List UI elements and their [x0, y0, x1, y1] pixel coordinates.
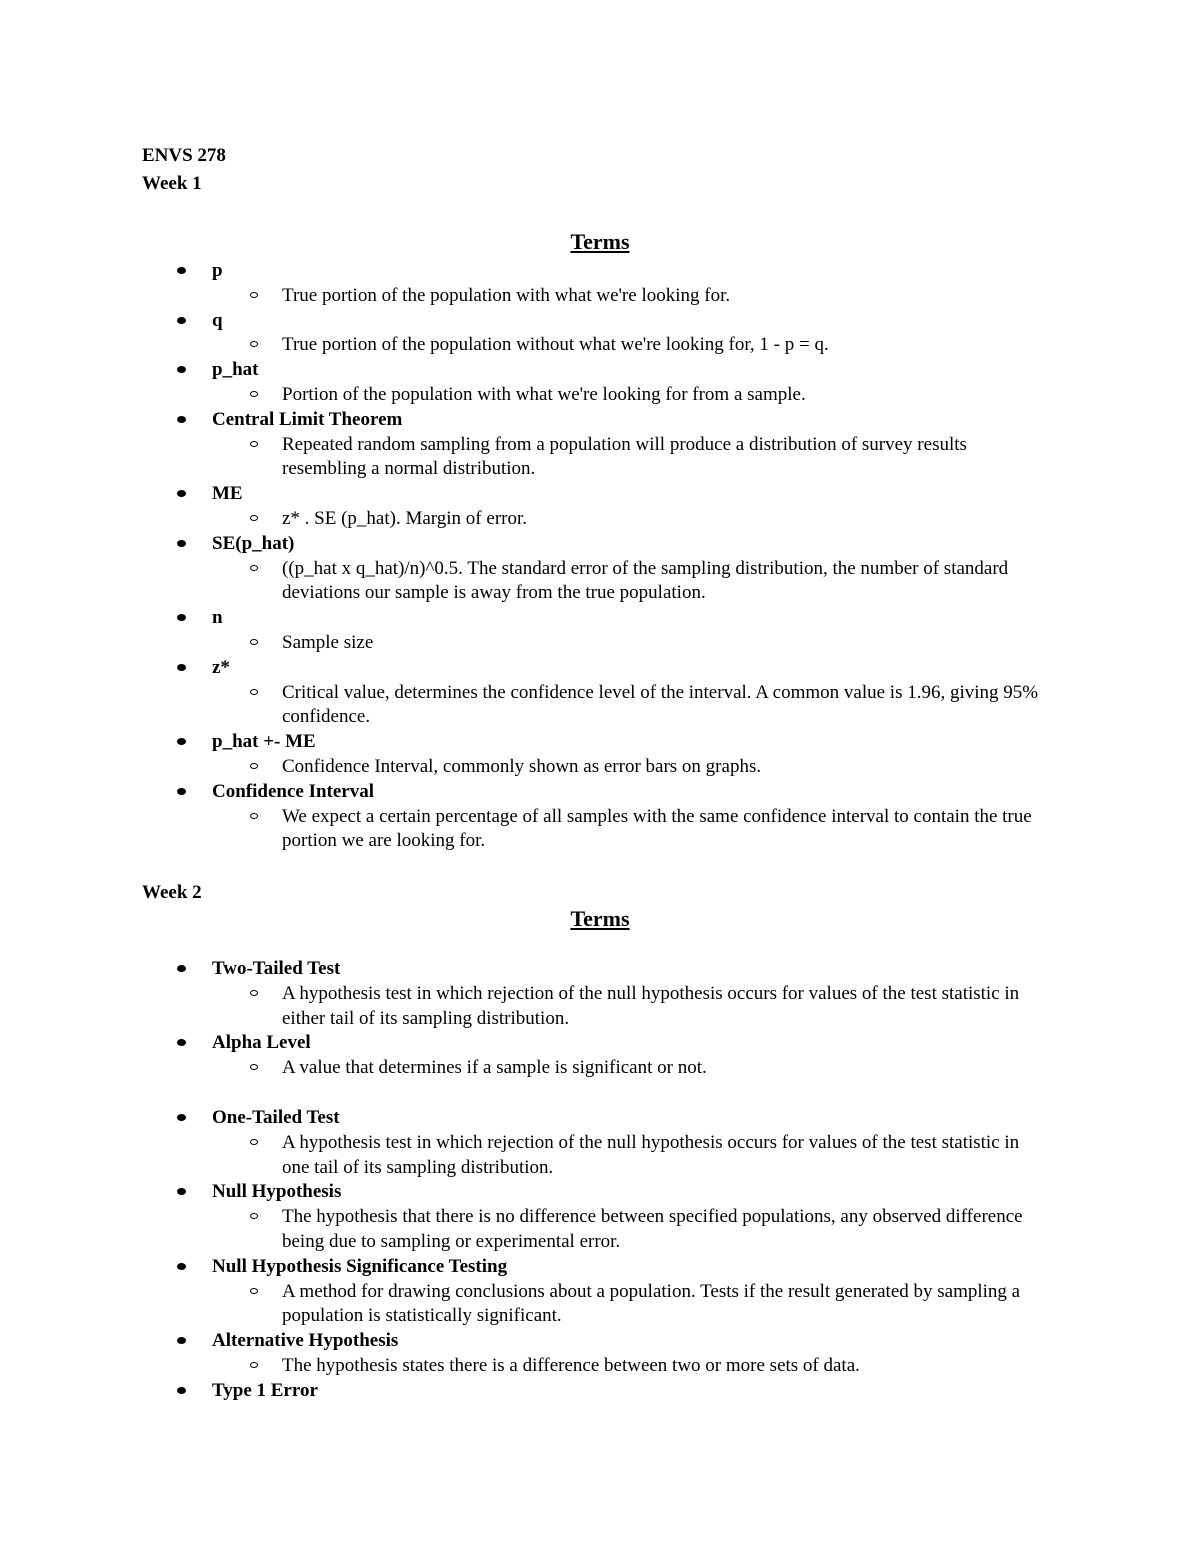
term-item: [0, 606, 1200, 631]
term-label: Confidence Interval: [212, 780, 375, 802]
bullet-icon: [177, 1263, 186, 1270]
definition-text: The hypothesis that there is no difference between specified populations, any observed difference being due to sampling or experimental error.: [282, 1206, 1023, 1252]
week-1-label: Week 1: [142, 173, 202, 194]
term-label: SE(p_hat): [212, 532, 295, 554]
hollow-bullet-icon: [250, 515, 258, 521]
definition-text: The hypothesis states there is a difference between two or more sets of data.: [282, 1354, 860, 1376]
term-item: [0, 259, 1200, 284]
definition-text: True portion of the population with what we're looking for.: [282, 284, 731, 306]
term-label: Null Hypothesis: [212, 1181, 342, 1203]
term-definition: [0, 1205, 1200, 1255]
bullet-icon: [177, 788, 186, 795]
term-label: Central Limit Theorem: [212, 408, 403, 430]
term-definition: [0, 631, 1200, 656]
hollow-bullet-icon: [250, 1288, 258, 1294]
hollow-bullet-icon: [250, 1362, 258, 1368]
term-definition: [0, 755, 1200, 780]
definition-text: A hypothesis test in which rejection of the null hypothesis occurs for values of the test statistic in either tail of its sampling distribution.: [282, 982, 1020, 1029]
bullet-icon: [177, 366, 186, 373]
term-label: p: [212, 260, 223, 281]
bullet-icon: [177, 1387, 186, 1394]
definition-text: Repeated random sampling from a population will produce a distribution of survey results resembling a normal distribution.: [282, 433, 967, 480]
definition-text: z* . SE (p_hat). Margin of error.: [282, 507, 528, 529]
term-definition: [0, 433, 1200, 483]
week-2-terms-heading: Terms: [570, 906, 630, 931]
bullet-icon: [177, 1337, 186, 1344]
term-item: [0, 957, 1200, 982]
term-definition: [0, 805, 1200, 855]
term-item: [0, 482, 1200, 507]
bullet-icon: [177, 1188, 186, 1195]
bullet-icon: [177, 1114, 186, 1121]
hollow-bullet-icon: [250, 1064, 258, 1070]
definition-text: Confidence Interval, commonly shown as error bars on graphs.: [282, 755, 762, 777]
bullet-icon: [177, 267, 186, 274]
term-label: Null Hypothesis Significance Testing: [212, 1255, 508, 1277]
definition-text: True portion of the population without what we're looking for, 1 - p = q.: [282, 334, 829, 356]
term-item: [0, 1379, 1200, 1404]
week-1-terms-heading: Terms: [570, 229, 630, 254]
term-definition: [0, 557, 1200, 607]
blank-line: [0, 1081, 1200, 1106]
term-item: [0, 1255, 1200, 1280]
hollow-bullet-icon: [250, 341, 258, 347]
term-label: One-Tailed Test: [212, 1106, 340, 1128]
term-definition: [0, 284, 1200, 309]
term-label: z*: [212, 656, 230, 678]
term-definition: [0, 1280, 1200, 1330]
definition-text: We expect a certain percentage of all samples with the same confidence interval to contain the true portion we are looking for.: [282, 805, 1032, 852]
hollow-bullet-icon: [250, 990, 258, 996]
term-label: Alternative Hypothesis: [212, 1330, 399, 1352]
hollow-bullet-icon: [250, 689, 258, 695]
course-title: ENVS 278: [142, 145, 226, 166]
definition-text: A value that determines if a sample is significant or not.: [282, 1057, 707, 1079]
bullet-icon: [177, 664, 186, 671]
bullet-icon: [177, 317, 186, 324]
bullet-icon: [177, 1039, 186, 1046]
bullet-icon: [177, 965, 186, 972]
term-item: [0, 309, 1200, 334]
term-item: [0, 1329, 1200, 1354]
term-definition: [0, 383, 1200, 408]
term-label: p_hat: [212, 359, 259, 381]
term-item: [0, 532, 1200, 557]
hollow-bullet-icon: [250, 391, 258, 397]
term-definition: [0, 1354, 1200, 1379]
definition-text: Portion of the population with what we're looking for from a sample.: [282, 383, 806, 405]
bullet-icon: [177, 614, 186, 621]
term-item: [0, 1031, 1200, 1056]
term-item: [0, 780, 1200, 805]
definition-text: Sample size: [282, 631, 374, 653]
definition-text: A hypothesis test in which rejection of the null hypothesis occurs for values of the test statistic in one tail of its sampling distribution.: [282, 1131, 1020, 1178]
hollow-bullet-icon: [250, 565, 258, 571]
term-label: Type 1 Error: [212, 1379, 318, 1401]
term-definition: [0, 507, 1200, 532]
hollow-bullet-icon: [250, 441, 258, 447]
week-1-term-list: [0, 259, 1200, 854]
definition-text: Critical value, determines the confidence level of the interval. A common value is 1.96, giving 95% confidence.: [282, 681, 1039, 728]
term-definition: [0, 982, 1200, 1032]
term-label: ME: [212, 483, 243, 505]
term-definition: [0, 333, 1200, 358]
hollow-bullet-icon: [250, 1213, 258, 1219]
week-2-term-list: [0, 957, 1200, 1404]
week-2-label: Week 2: [142, 882, 202, 903]
term-label: p_hat +- ME: [212, 731, 316, 753]
term-item: [0, 408, 1200, 433]
hollow-bullet-icon: [250, 763, 258, 769]
term-item: [0, 1106, 1200, 1131]
hollow-bullet-icon: [250, 639, 258, 645]
hollow-bullet-icon: [250, 813, 258, 819]
term-item: [0, 1180, 1200, 1205]
definition-text: A method for drawing conclusions about a population. Tests if the result generated by sampling a population is statistically significant.: [282, 1280, 1021, 1327]
term-label: q: [212, 309, 223, 331]
bullet-icon: [177, 416, 186, 423]
term-definition: [0, 681, 1200, 731]
hollow-bullet-icon: [250, 292, 258, 298]
term-definition: [0, 1056, 1200, 1081]
term-label: Alpha Level: [212, 1032, 311, 1054]
hollow-bullet-icon: [250, 1139, 258, 1145]
bullet-icon: [177, 738, 186, 745]
term-item: [0, 358, 1200, 383]
bullet-icon: [177, 490, 186, 497]
term-item: [0, 656, 1200, 681]
term-item: [0, 730, 1200, 755]
definition-text: ((p_hat x q_hat)/n)^0.5. The standard error of the sampling distribution, the number of standard deviations our sample is away from the true population.: [282, 557, 1009, 604]
term-label: Two-Tailed Test: [212, 958, 341, 979]
term-label: n: [212, 607, 223, 629]
term-definition: [0, 1131, 1200, 1181]
bullet-icon: [177, 540, 186, 547]
